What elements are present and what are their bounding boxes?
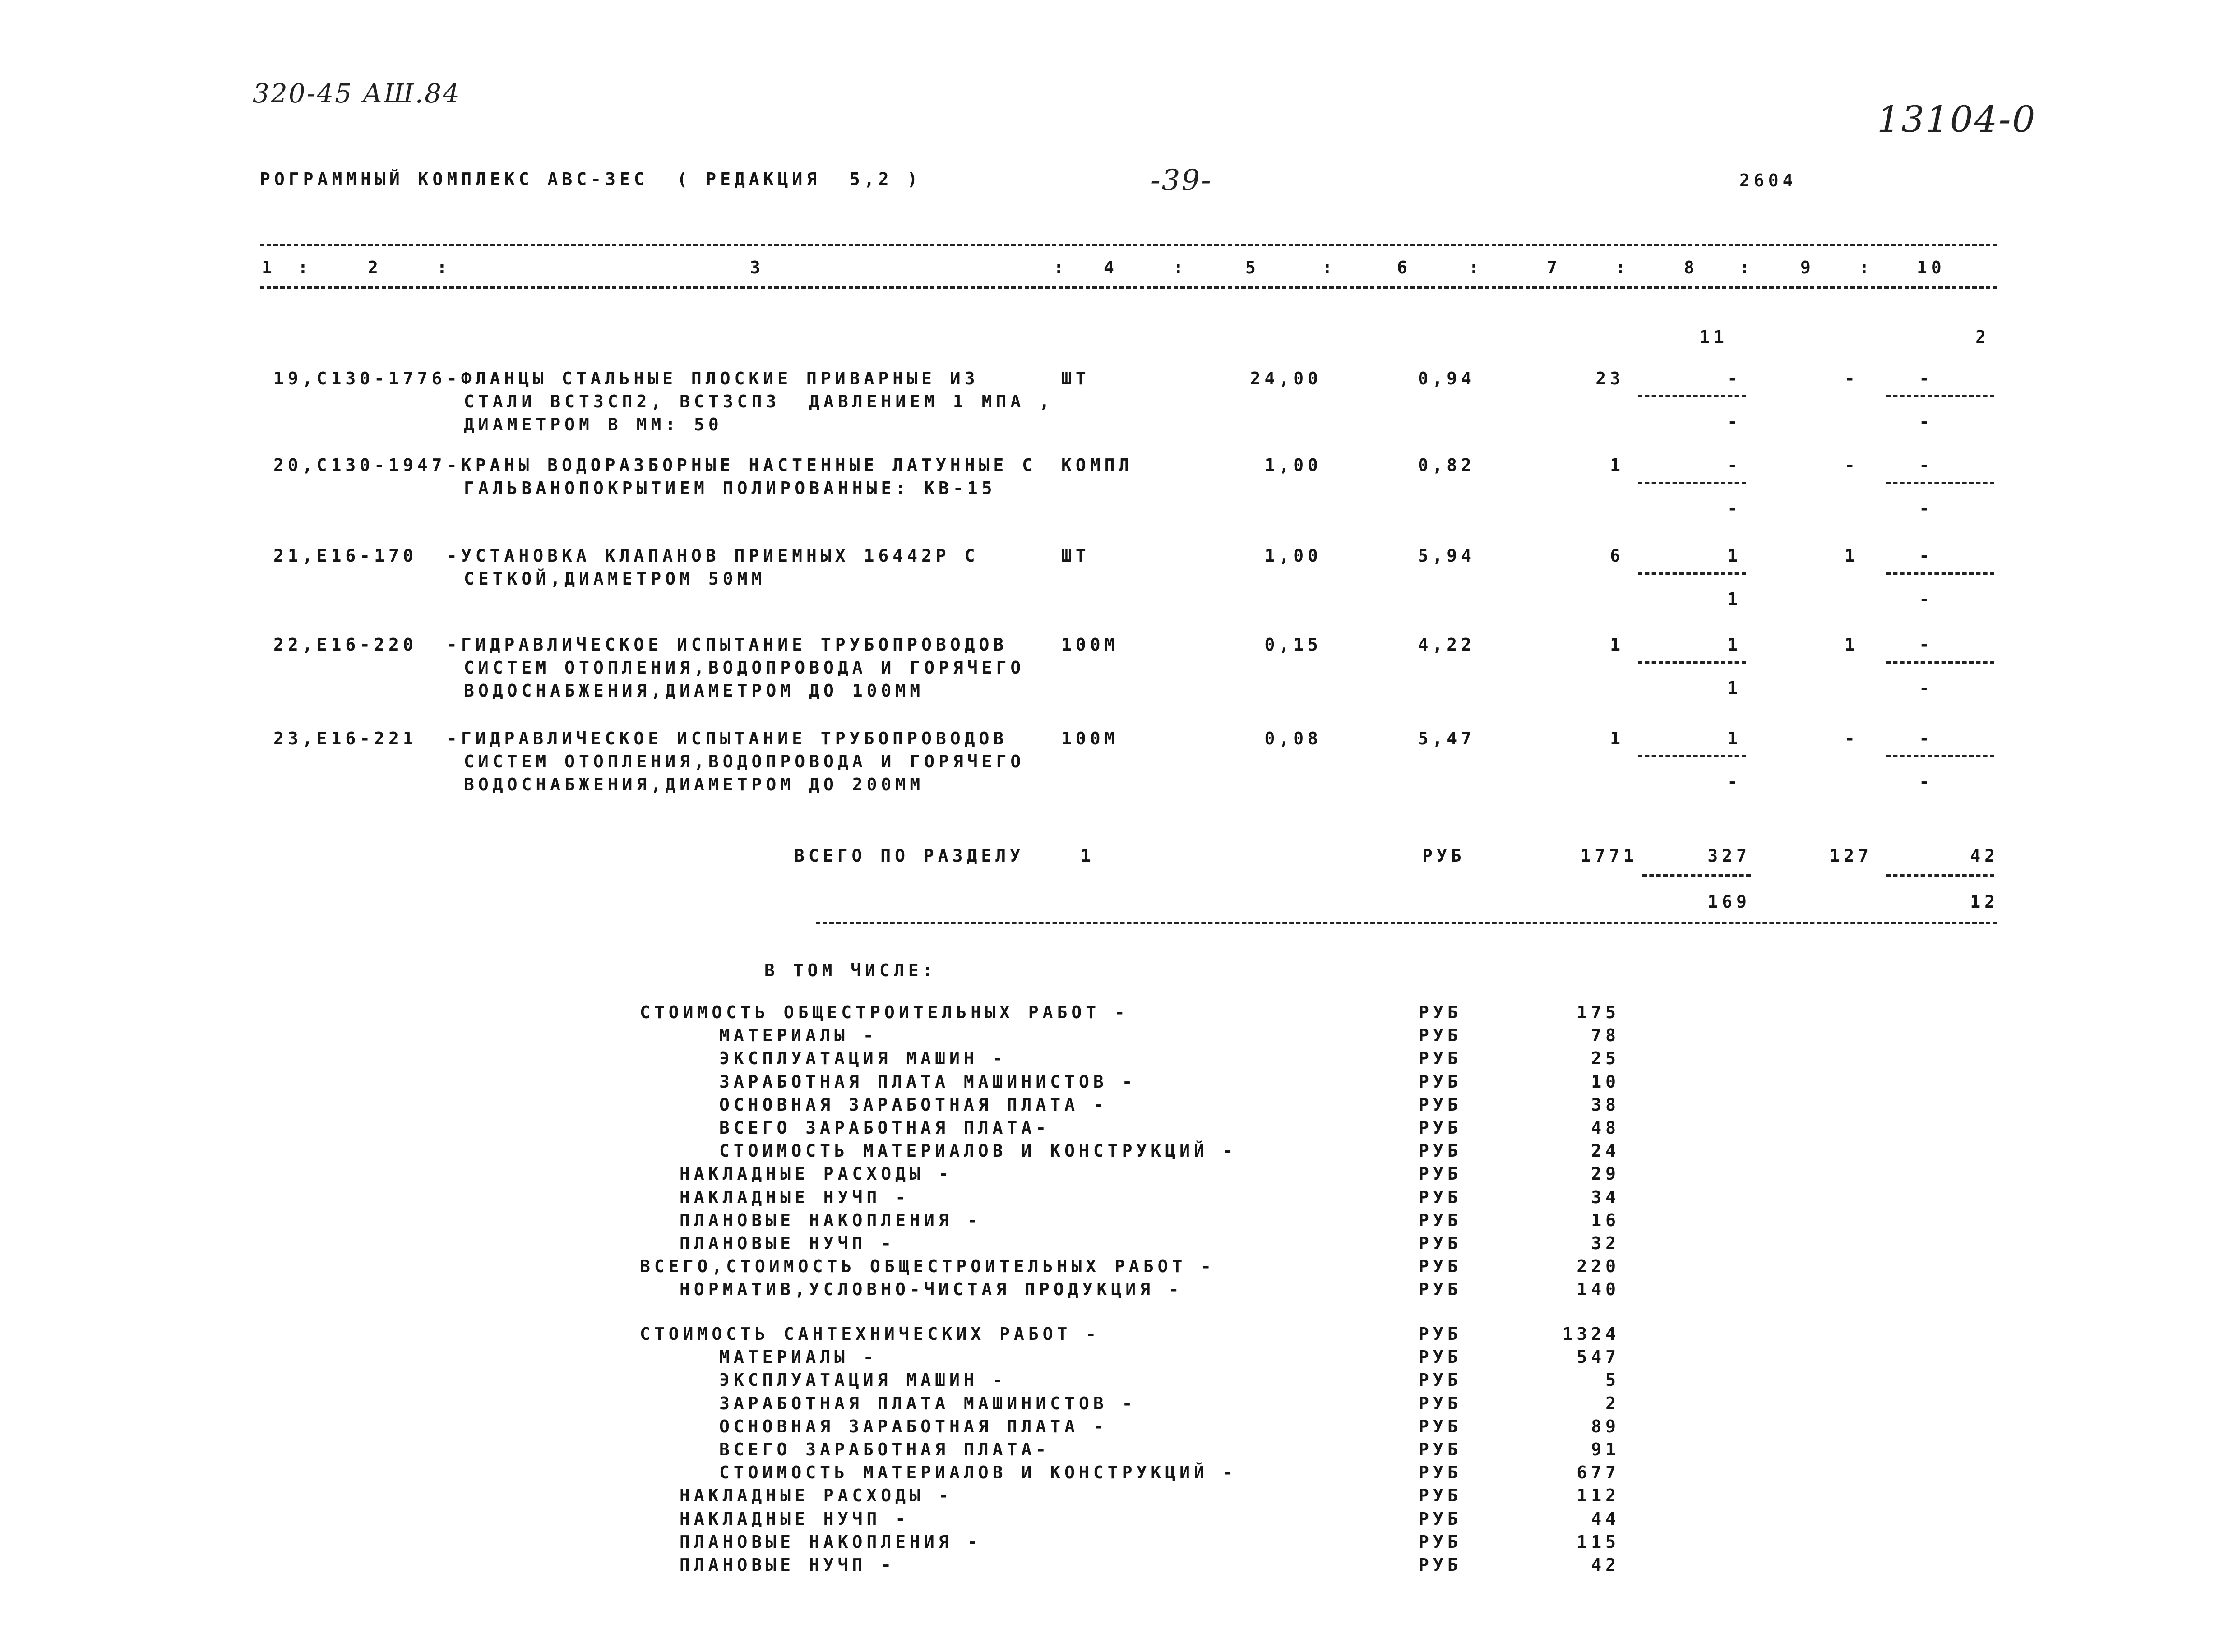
row-unit: 100М — [1061, 729, 1119, 748]
cost-unit: РУБ — [1419, 1324, 1462, 1344]
cost-unit: РУБ — [1419, 1370, 1462, 1390]
column-number: 6 — [1397, 258, 1411, 277]
cost-label: ЗАРАБОТНАЯ ПЛАТА МАШИНИСТОВ - — [719, 1071, 1137, 1092]
fraction-rule — [1886, 874, 1994, 877]
cost-unit: РУБ — [1419, 1025, 1462, 1046]
row-description-line: СИСТЕМ ОТОПЛЕНИЯ,ВОДОПРОВОДА И ГОРЯЧЕГО — [464, 658, 1025, 678]
cost-value: 38 — [1591, 1094, 1620, 1115]
cost-label: НАКЛАДНЫЕ РАСХОДЫ - — [680, 1486, 953, 1506]
row-col8-top: - — [1727, 455, 1742, 475]
row-quantity: 24,00 — [1250, 369, 1322, 388]
section-total-unit: РУБ — [1422, 846, 1466, 866]
row-description-line: СИСТЕМ ОТОПЛЕНИЯ,ВОДОПРОВОДА И ГОРЯЧЕГО — [464, 752, 1025, 771]
cost-value: 175 — [1577, 1002, 1620, 1022]
column-number: 4 — [1104, 258, 1118, 277]
cost-unit: РУБ — [1419, 1233, 1462, 1253]
fraction-rule — [1638, 482, 1746, 484]
cost-value: 547 — [1577, 1347, 1620, 1367]
cost-label: ПЛАНОВЫЕ НУЧП - — [680, 1555, 896, 1575]
column-number: 10 — [1917, 258, 1946, 277]
program-header: РОГРАММНЫЙ КОМПЛЕКС АВС-3ЕС ( РЕДАКЦИЯ 5,2 ) — [260, 169, 922, 189]
column-separator: : — [298, 258, 312, 277]
row-unit-price: 4,22 — [1418, 635, 1475, 655]
row-unit: ШТ — [1061, 546, 1090, 566]
handwritten-sheet-code: 13104-0 — [1877, 98, 2037, 140]
section-rule — [816, 922, 1997, 924]
cost-label: ВСЕГО ЗАРАБОТНАЯ ПЛАТА- — [719, 1118, 1050, 1138]
column-separator: : — [1173, 258, 1188, 277]
row-col8-bottom: 1 — [1727, 678, 1742, 698]
cost-value: 10 — [1591, 1071, 1620, 1092]
row-col10-top: - — [1919, 455, 1933, 475]
cost-label: МАТЕРИАЛЫ - — [719, 1025, 878, 1046]
carry-col10: 2 — [1975, 327, 1990, 347]
cost-unit: РУБ — [1419, 1164, 1462, 1184]
cost-label: МАТЕРИАЛЫ - — [719, 1347, 878, 1367]
cost-label: ПЛАНОВЫЕ НАКОПЛЕНИЯ - — [680, 1210, 982, 1230]
row-description-line: ДИАМЕТРОМ В ММ: 50 — [464, 415, 723, 434]
cost-value: 16 — [1591, 1210, 1620, 1230]
cost-unit: РУБ — [1419, 1486, 1462, 1506]
cost-value: 89 — [1591, 1416, 1620, 1436]
row-unit-price: 0,94 — [1418, 369, 1475, 388]
row-code: 20,С130-1947 — [273, 455, 446, 475]
cost-value: 42 — [1591, 1555, 1620, 1575]
column-number: 8 — [1684, 258, 1698, 277]
cost-label: ЭКСПЛУАТАЦИЯ МАШИН - — [719, 1048, 1007, 1069]
column-separator: : — [1469, 258, 1483, 277]
cost-unit: РУБ — [1419, 1210, 1462, 1230]
section-total-amount: 1771 — [1580, 846, 1638, 866]
cost-value: 48 — [1591, 1118, 1620, 1138]
row-unit-price: 0,82 — [1418, 455, 1475, 475]
cost-unit: РУБ — [1419, 1279, 1462, 1300]
cost-label: НАКЛАДНЫЕ НУЧП - — [680, 1509, 910, 1529]
row-col10-top: - — [1919, 369, 1933, 388]
header-rule-bottom — [260, 286, 1997, 289]
cost-unit: РУБ — [1419, 1094, 1462, 1115]
cost-value: 112 — [1577, 1486, 1620, 1506]
cost-label: ЗАРАБОТНАЯ ПЛАТА МАШИНИСТОВ - — [719, 1393, 1137, 1413]
row-unit: ШТ — [1061, 369, 1090, 388]
row-col10-bottom: - — [1919, 498, 1933, 518]
row-col10-top: - — [1919, 729, 1933, 748]
cost-label: СТОИМОСТЬ МАТЕРИАЛОВ И КОНСТРУКЦИЙ - — [719, 1141, 1237, 1161]
row-col10-top: - — [1919, 635, 1933, 655]
column-separator: : — [1054, 258, 1068, 277]
row-col8-bottom: - — [1727, 412, 1742, 432]
column-number: 9 — [1800, 258, 1815, 277]
handwritten-doc-number: 320-45 АШ.84 — [253, 78, 461, 109]
cost-unit: РУБ — [1419, 1463, 1462, 1483]
cost-unit: РУБ — [1419, 1532, 1462, 1552]
carry-col8: 11 — [1699, 327, 1728, 347]
column-separator: : — [1859, 258, 1873, 277]
row-total: 6 — [1610, 546, 1624, 566]
cost-value: 1324 — [1562, 1324, 1620, 1344]
row-description-line: ВОДОСНАБЖЕНИЯ,ДИАМЕТРОМ ДО 200ММ — [464, 775, 925, 794]
cost-value: 44 — [1591, 1509, 1620, 1529]
fraction-rule — [1638, 572, 1746, 575]
cost-label: ЭКСПЛУАТАЦИЯ МАШИН - — [719, 1370, 1007, 1390]
cost-unit: РУБ — [1419, 1555, 1462, 1575]
cost-label: СТОИМОСТЬ САНТЕХНИЧЕСКИХ РАБОТ - — [640, 1324, 1101, 1344]
column-number: 1 — [262, 258, 276, 277]
cost-unit: РУБ — [1419, 1002, 1462, 1022]
cost-value: 5 — [1605, 1370, 1620, 1390]
row-code: 21,Е16-170 — [273, 546, 417, 566]
row-col8-top: - — [1727, 369, 1742, 388]
fraction-rule — [1638, 661, 1746, 664]
row-col8-top: 1 — [1727, 729, 1742, 748]
row-col9: - — [1845, 455, 1859, 475]
cost-label: ОСНОВНАЯ ЗАРАБОТНАЯ ПЛАТА - — [719, 1416, 1108, 1436]
cost-unit: РУБ — [1419, 1393, 1462, 1413]
row-description-line: -ФЛАНЦЫ СТАЛЬНЫЕ ПЛОСКИЕ ПРИВАРНЫЕ ИЗ — [447, 369, 979, 388]
section-total-col10-top: 42 — [1970, 846, 1999, 866]
cost-label: ВСЕГО ЗАРАБОТНАЯ ПЛАТА- — [719, 1440, 1050, 1459]
cost-label: ПЛАНОВЫЕ НАКОПЛЕНИЯ - — [680, 1532, 982, 1552]
fraction-rule — [1886, 572, 1994, 575]
fraction-rule — [1638, 755, 1746, 757]
cost-label: ПЛАНОВЫЕ НУЧП - — [680, 1233, 896, 1253]
row-unit: КОМПЛ — [1061, 455, 1133, 475]
column-number: 2 — [368, 258, 382, 277]
section-total-label: ВСЕГО ПО РАЗДЕЛУ — [794, 846, 1025, 866]
row-code: 22,Е16-220 — [273, 635, 417, 655]
cost-unit: РУБ — [1419, 1048, 1462, 1069]
row-total: 1 — [1610, 455, 1624, 475]
cost-label: СТОИМОСТЬ ОБЩЕСТРОИТЕЛЬНЫХ РАБОТ - — [640, 1002, 1129, 1022]
row-col9: - — [1845, 729, 1859, 748]
section-total-col9: 127 — [1829, 846, 1873, 866]
row-description-line: СЕТКОЙ,ДИАМЕТРОМ 50ММ — [464, 569, 766, 589]
row-total: 1 — [1610, 635, 1624, 655]
row-col10-bottom: - — [1919, 412, 1933, 432]
row-col10-bottom: - — [1919, 772, 1933, 792]
fraction-rule — [1886, 482, 1994, 484]
cost-unit: РУБ — [1419, 1509, 1462, 1529]
document-code: 2604 — [1739, 171, 1797, 190]
cost-value: 140 — [1577, 1279, 1620, 1300]
row-col8-bottom: - — [1727, 498, 1742, 518]
row-col10-top: - — [1919, 546, 1933, 566]
column-separator: : — [1322, 258, 1336, 277]
cost-label: НАКЛАДНЫЕ НУЧП - — [680, 1187, 910, 1207]
row-col8-bottom: - — [1727, 772, 1742, 792]
cost-value: 677 — [1577, 1463, 1620, 1483]
cost-unit: РУБ — [1419, 1440, 1462, 1459]
row-col8-bottom: 1 — [1727, 589, 1742, 609]
column-separator: : — [1739, 258, 1754, 277]
cost-value: 29 — [1591, 1164, 1620, 1184]
cost-label: ОСНОВНАЯ ЗАРАБОТНАЯ ПЛАТА - — [719, 1094, 1108, 1115]
cost-unit: РУБ — [1419, 1347, 1462, 1367]
row-code: 23,Е16-221 — [273, 729, 417, 748]
cost-unit: РУБ — [1419, 1416, 1462, 1436]
fraction-rule — [1642, 874, 1751, 877]
row-unit: 100М — [1061, 635, 1119, 655]
cost-label: НАКЛАДНЫЕ РАСХОДЫ - — [680, 1164, 953, 1184]
fraction-rule — [1638, 395, 1746, 397]
row-unit-price: 5,94 — [1418, 546, 1475, 566]
section-total-col10-bottom: 12 — [1970, 892, 1999, 912]
fraction-rule — [1886, 395, 1994, 397]
cost-value: 91 — [1591, 1440, 1620, 1459]
column-number: 7 — [1547, 258, 1561, 277]
fraction-rule — [1886, 661, 1994, 664]
cost-value: 115 — [1577, 1532, 1620, 1552]
row-col10-bottom: - — [1919, 678, 1933, 698]
page-number: -39- — [1151, 164, 1212, 197]
column-separator: : — [437, 258, 451, 277]
cost-unit: РУБ — [1419, 1118, 1462, 1138]
row-description-line: -ГИДРАВЛИЧЕСКОЕ ИСПЫТАНИЕ ТРУБОПРОВОДОВ — [447, 635, 1008, 655]
row-total: 23 — [1595, 369, 1624, 388]
cost-value: 24 — [1591, 1141, 1620, 1161]
cost-unit: РУБ — [1419, 1071, 1462, 1092]
row-col9: 1 — [1845, 546, 1859, 566]
row-code: 19,С130-1776 — [273, 369, 446, 388]
row-quantity: 0,15 — [1264, 635, 1322, 655]
column-number: 5 — [1245, 258, 1260, 277]
cost-value: 25 — [1591, 1048, 1620, 1069]
cost-label: НОРМАТИВ,УСЛОВНО-ЧИСТАЯ ПРОДУКЦИЯ - — [680, 1279, 1183, 1300]
row-quantity: 1,00 — [1264, 546, 1322, 566]
row-col8-top: 1 — [1727, 635, 1742, 655]
cost-value: 32 — [1591, 1233, 1620, 1253]
section-total-col4: 1 — [1081, 846, 1095, 866]
row-quantity: 1,00 — [1264, 455, 1322, 475]
section-total-col8-top: 327 — [1707, 846, 1751, 866]
row-description-line: ВОДОСНАБЖЕНИЯ,ДИАМЕТРОМ ДО 100ММ — [464, 681, 925, 701]
row-quantity: 0,08 — [1264, 729, 1322, 748]
column-number: 3 — [750, 258, 764, 277]
cost-value: 220 — [1577, 1256, 1620, 1277]
row-total: 1 — [1610, 729, 1624, 748]
cost-unit: РУБ — [1419, 1187, 1462, 1207]
row-description-line: СТАЛИ ВСТ3СП2, ВСТ3СП3 ДАВЛЕНИЕМ 1 МПА , — [464, 392, 1054, 411]
header-rule-top — [260, 244, 1997, 246]
row-unit-price: 5,47 — [1418, 729, 1475, 748]
cost-value: 78 — [1591, 1025, 1620, 1046]
cost-label: ВСЕГО,СТОИМОСТЬ ОБЩЕСТРОИТЕЛЬНЫХ РАБОТ - — [640, 1256, 1216, 1277]
row-description-line: ГАЛЬВАНОПОКРЫТИЕМ ПОЛИРОВАННЫЕ: КВ-15 — [464, 478, 996, 498]
cost-value: 2 — [1605, 1393, 1620, 1413]
row-col8-top: 1 — [1727, 546, 1742, 566]
row-description-line: -КРАНЫ ВОДОРАЗБОРНЫЕ НАСТЕННЫЕ ЛАТУННЫЕ С — [447, 455, 1036, 475]
column-separator: : — [1615, 258, 1630, 277]
row-col10-bottom: - — [1919, 589, 1933, 609]
row-description-line: -ГИДРАВЛИЧЕСКОЕ ИСПЫТАНИЕ ТРУБОПРОВОДОВ — [447, 729, 1008, 748]
section-total-col8-bottom: 169 — [1707, 892, 1751, 912]
cost-unit: РУБ — [1419, 1256, 1462, 1277]
row-col9: 1 — [1845, 635, 1859, 655]
fraction-rule — [1886, 755, 1994, 757]
row-description-line: -УСТАНОВКА КЛАПАНОВ ПРИЕМНЫХ 16442Р С — [447, 546, 979, 566]
including-label: В ТОМ ЧИСЛЕ: — [764, 960, 937, 980]
cost-label: СТОИМОСТЬ МАТЕРИАЛОВ И КОНСТРУКЦИЙ - — [719, 1463, 1237, 1483]
cost-value: 34 — [1591, 1187, 1620, 1207]
cost-unit: РУБ — [1419, 1141, 1462, 1161]
row-col9: - — [1845, 369, 1859, 388]
